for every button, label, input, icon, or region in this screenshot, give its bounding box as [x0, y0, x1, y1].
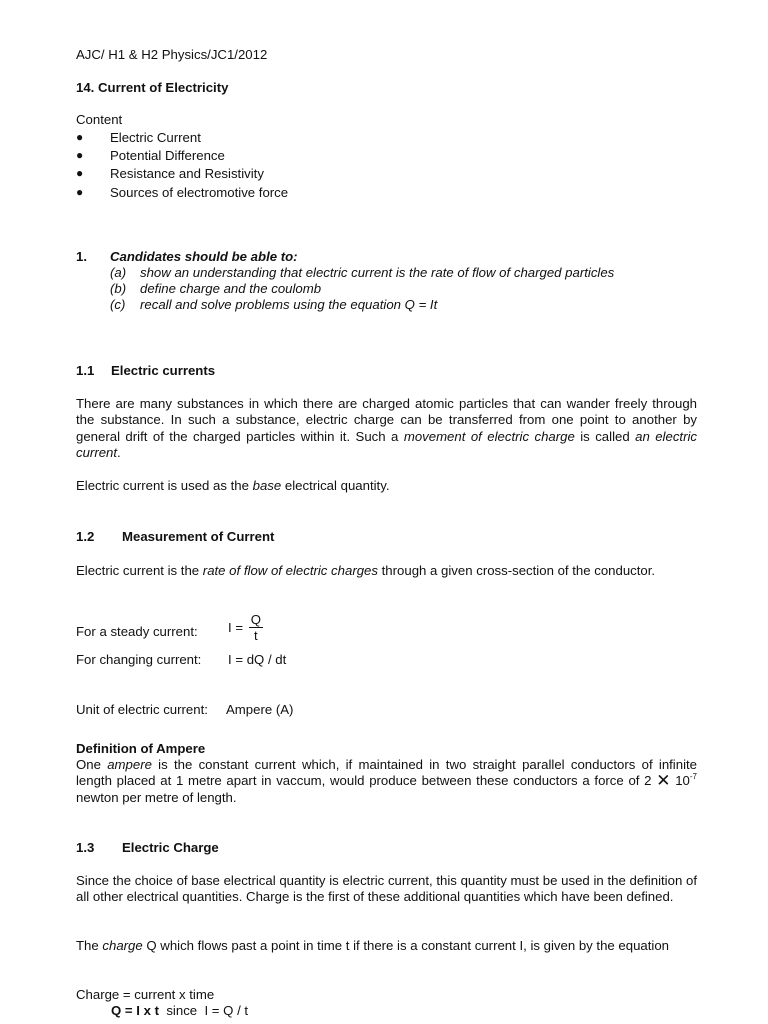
section-1-1-number: 1.1 [76, 363, 95, 378]
definition-heading: Definition of Ampere [76, 741, 206, 756]
section-1-2-title: Measurement of Current [122, 529, 275, 544]
content-label: Content [76, 112, 123, 127]
steady-current-label: For a steady current: [76, 624, 198, 639]
bullet-icon: ● [76, 166, 84, 180]
page-header: AJC/ H1 & H2 Physics/JC1/2012 [76, 47, 268, 62]
charge-formula: Q = I x t since I = Q / t [111, 1003, 249, 1018]
section-1-1-paragraph: There are many substances in which there are charged atomic particles that can wander freely through the substance. In such a substance, electric charge can be transferred from one point to another by general drift of the charged particles within it. Such a movement of electric charge is called an electric current. [76, 396, 697, 460]
objective-item: (c) recall and solve problems using the equation Q = It [110, 297, 438, 312]
changing-current-equation: I = dQ / dt [228, 652, 287, 667]
chapter-title: 14. Current of Electricity [76, 80, 229, 95]
section-1-2-paragraph: Electric current is the rate of flow of electric charges through a given cross-section of the conductor. [76, 563, 656, 578]
section-1-3-number: 1.3 [76, 840, 95, 855]
changing-current-label: For changing current: [76, 652, 202, 667]
objective-item: (a) show an understanding that electric current is the rate of flow of charged particles [110, 265, 615, 280]
bullet-icon: ● [76, 148, 84, 162]
unit-label: Unit of electric current: [76, 702, 208, 717]
unit-value: Ampere (A) [226, 702, 294, 717]
bullet-icon: ● [76, 185, 84, 199]
bullet-icon: ● [76, 130, 84, 144]
section-1-3-title: Electric Charge [122, 840, 219, 855]
section-1-3-paragraph: Since the choice of base electrical quantity is electric current, this quantity must be used in the definition of all other electrical quantities. Charge is the first of these additional quantities which have been defined. [76, 873, 697, 905]
steady-current-equation: I = $\frac{Q}{t}$ [228, 612, 261, 643]
charge-equation: Charge = current x time [76, 987, 215, 1002]
section-1-3-paragraph-2: The charge Q which flows past a point in time t if there is a constant current I, is given by the equation [76, 938, 670, 953]
objective-item: (b) define charge and the coulomb [110, 281, 322, 296]
objectives-heading: Candidates should be able to: [110, 249, 298, 264]
section-1-1-paragraph-2: Electric current is used as the base electrical quantity. [76, 478, 390, 493]
section-1-1-title: Electric currents [111, 363, 216, 378]
section-1-2-number: 1.2 [76, 529, 95, 544]
objectives-number: 1. [76, 249, 87, 264]
definition-paragraph: One ampere is the constant current which, if maintained in two straight parallel conductors of infinite length placed at 1 metre apart in vaccum, would produce between these conductors a force of 2 ✕ $10^{-7}$ newton per metre of length. [76, 757, 698, 805]
fraction: $\frac{Q}{t}$ [250, 612, 261, 643]
document-page: AJC/ H1 & H2 Physics/JC1/2012 14. Current of Electricity Content ● Electric Current ● Potential Difference ● Resistance and Resistivity ● Sources of electromotive force 1. Candidates should be able to: (a) show an understanding that electric current is the rate of flow of charged particles (b) define charge and the coulomb (c) recall and solve problems using the equation Q = It 1.1 Electric currents There are many substances in which there are charged atomic particles that can wander freely through the substance. In such a substance, electric charge can be transferred from one point to another by general drift of the charged particles within it. Such a movement of electric charge is called an electric current. Electric current is used as the base electrical quantity. 1.2 Measurement of Current Electric current is the rate of flow of electric charges through a given cross-section of the conductor. For a steady current: I = $\frac{Q}{t}$ For changing current: I = dQ / dt Unit of electric current: Ampere (A) Definition of Ampere One ampere is the constant current which, if maintained in two straight parallel conductors of infinite length placed at 1 metre apart in vaccum, would produce between these conductors a force of 2 ✕ $10^{-7}$ newton per metre of length. 1.3 Electric Charge Since the choice of base electrical quantity is electric current, this quantity must be used in the definition of all other electrical quantities. Charge is the first of these additional quantities which have been defined. The charge Q which flows past a point in time t if there is a constant current I, is given by the equation Charge = current x time Q = I x t since I = Q / t [76, 47, 698, 1018]
